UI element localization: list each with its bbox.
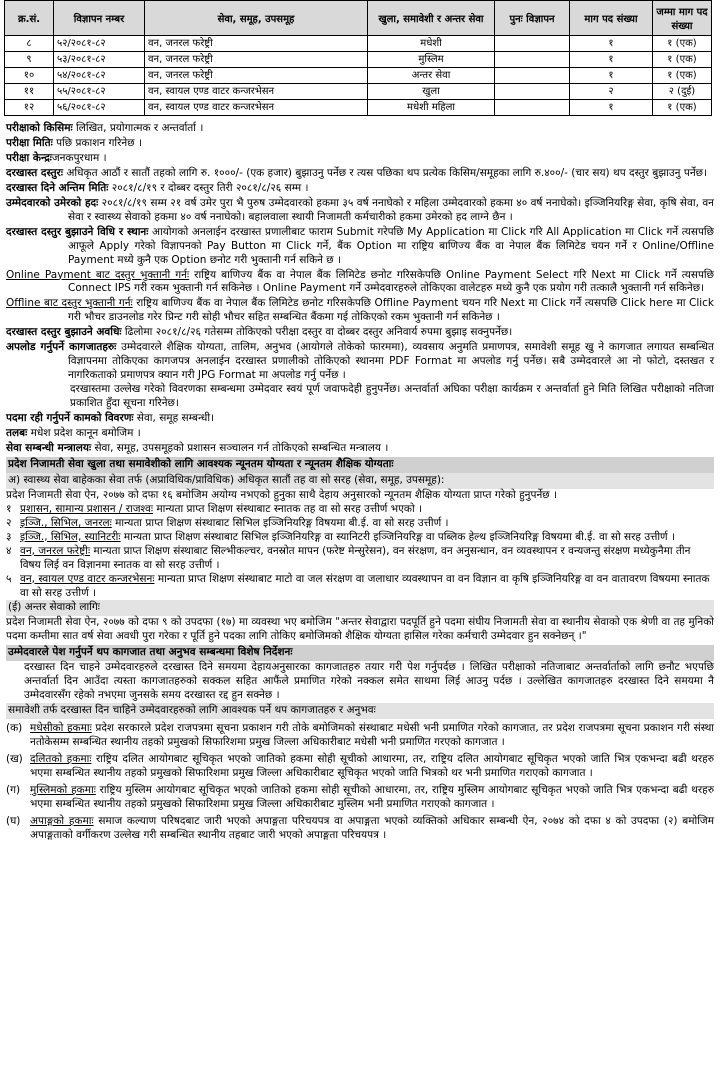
cell-sn: ११ [5, 84, 54, 100]
col-sn: क्र.सं. [5, 1, 54, 36]
cell-ad: ५३/२०८१-८२ [54, 52, 145, 68]
cell-sn: ८ [5, 36, 54, 52]
qualification-a-intro: प्रदेश निजामती सेवा ऐन, २०७७ को दफा १६ बमोजिम अयोग्य नभएको हुनुका साथै देहाय अनुसारको न्यूनतम शैक्षिक योग्यता प्राप्त गरेको हुनुपर्नेछ । [6, 488, 557, 501]
exam-center: परीक्षा केन्द्रःजनकपुरधाम । [6, 151, 107, 164]
cell-service: वन, जनरल फरेष्ट्री [145, 36, 368, 52]
col-total: जम्मा माग पद संख्या [653, 1, 712, 36]
application-fee: दरखास्त दस्तुरः अधिकृत आठौं र सातौं तहको लागि रु. १०००/- (एक हजार) बुझाउनु पर्नेछ र त्यस पछिका थप प्रत्येक किसिम/समूहका लागि रु.४००/- (चार सय) थप दस्तुर बुझाउनु पर्नेछ। [6, 166, 707, 179]
inclusive-item: (घ) अपाङ्गको हकमाः समाज कल्याण परिषदबाट जारी भएको अपाङ्गता परिचयपत्र वा अपाङ्गता भएको व्यक्तिको अधिकार सम्बन्धी ऐन, २०७४ को दफा ४ को उपदफा (२) बमोजिम अपाङ्गताको वर्गीकरण उल्लेख गरी सम्बन्धित स्थानीय तहबाट जारी भएको अपाङ्गता परिचयपत्र । [6, 814, 715, 841]
cell-sn: १२ [5, 100, 54, 116]
qualification-item: ५ वन, स्वायल एण्ड वाटर कन्जरभेसनः मान्यता प्राप्त शिक्षण संस्थाबाट माटो वा जल संरक्षण वा जलाधार व्यवस्थापन वा वन विज्ञान वा कृषि इञ्जिनियरिङ्ग वा वन वातावरण विषयमा स्नातक वा सो सरह उत्तीर्ण । [6, 572, 710, 599]
cell-total: १ (एक) [653, 36, 712, 52]
cell-ad: ५२/२०८१-८२ [54, 36, 145, 52]
payment-period: दरखास्त दस्तुर बुझाउने अवधिः ढिलोमा २०८१/८/२६ गतेसम्म तोकिएको परीक्षा दस्तुर वा दोब्बर दस्तुर अनिवार्य रुपमा बुझाइ सक्नुपर्नेछ। [6, 326, 513, 339]
upload-documents-note: दरखास्तमा उल्लेख गरेको विवरणका सम्बन्धमा उम्मेदवार स्वयं पूर्ण जवाफदेही हुनुपर्नेछ। अन्तर्वार्ता अघिका परीक्षा कार्यक्रम र अन्तर्वार्ता हुने मिति लिखित परीक्षाको नतिजा प्रकाशित हुँदा सूचना गरिनेछ। [70, 383, 714, 410]
qualification-item: ४ वन, जनरल फरेष्ट्रीः मान्यता प्राप्त शिक्षण संस्थाबाट सिल्भीकल्चर, वनस्रोत मापन (फरेष्ट मेन्सुरेसन), वन संरक्षण, वन अनुसन्धान, वन व्यवस्थापन र वन्यजन्तु संरक्षण मध्येकुनैमा तीन विषय लिई वन विज्ञानमा स्नातक वा सो सरह उत्तीर्ण । [6, 544, 691, 571]
qualification-heading: प्रदेश निजामती सेवा खुला तथा समावेशीको लागि आवश्यक न्यूनतम योग्यता र न्यूनतम शैक्षिक योग्यताः [6, 457, 714, 473]
instructions-text: दरखास्त दिन चाहने उम्मेदवारहरुले दरखास्त दिने समयमा देहायअनुसारका कागजातहरु तयार गरी पेश गर्नुपर्दछ । लिखित परीक्षाको नतिजाबाट अन्तर्वार्ताको लागि छनौट भएपछि अन्तर्वार्ता दिन आउँदा त्यस्ता कागजातहरुको सक्कल सहित आफैंले प्रमाणित गरेको नक्कल समेत साथमा लिई आउनु पर्दछ । उल्लेखित कागजातहरु दरखास्त दिने समयमा नै उम्मेदवारसँग रहेको नभएमा जुनसके समय दरखास्त रद्द हुन सक्नेछ । [24, 661, 714, 702]
cell-service: वन, स्वायल एण्ड वाटर कन्जरभेसन [145, 100, 368, 116]
upload-documents: अपलोड गर्नुपर्ने कागजातहरुः उम्मेदवारले शैक्षिक योग्यता, तालिम, अनुभव (आयोगले तोकेको फारममा), व्यवसाय अनुमति प्रमाणपत्र, समावेशी समूह खु ने कागजात लगायत सम्बन्धित विज्ञापनमा तोकिएका कागजपत्र अनलाईन दरखास्त प्रणालीको तोकिएको स्थानमा PDF Format मा अपलोड गर्नु पर्नेछ। सबै उम्मेदवारले आ नो फोटो, दस्तखत र नागरिकताको प्रमाणपत्र क्यान गरी JPG Format मा अपलोड गर्नु पर्नेछ । [6, 341, 714, 382]
table-row [5, 52, 712, 68]
cell-type: मुस्लिम [368, 52, 495, 68]
cell-total: २ (दुई) [653, 84, 712, 100]
col-type: खुला, समावेशी र अन्तर सेवा [368, 1, 495, 36]
ministry: सेवा सम्बन्धी मन्त्रालयः सेवा, समूह, उपसमूहको प्रशासन सञ्चालन गर्न तोकिएको सम्बन्धित मन्त्रालय । [6, 441, 389, 454]
cell-total: १ (एक) [653, 52, 712, 68]
cell-posts: १ [570, 68, 653, 84]
cell-ad: ५४/२०८१-८२ [54, 68, 145, 84]
cell-type: मधेशी [368, 36, 495, 52]
table-row [5, 36, 712, 52]
cell-ad: ५६/२०८१-८२ [54, 100, 145, 116]
exam-type: परीक्षाको किसिमः लिखित, प्रयोगात्मक र अन्तर्वार्ता । [6, 122, 204, 134]
cell-sn: ९ [5, 52, 54, 68]
salary: तलबः मधेश प्रदेश कानून बमोजिम । [6, 427, 141, 440]
cell-service: वन, जनरल फरेष्ट्री [145, 52, 368, 68]
inter-service-text: प्रदेश निजामती सेवा ऐन, २०७७ को दफा ९ को उपदफा (१७) मा व्यवस्था भए बमोजिम "अन्तर सेवाद्वारा पदपूर्ति हुने पदमा संघीय निजामती सेवा वा स्थानीय सेवाको एक श्रेणी वा तह मुनिको पदमा कम्तीमा सात वर्ष सेवा अवधी पुरा गरेका र पूर्ति हुने पदका लागि तोकिए बमोजिमको शैक्षिक योग्यता हासिल गरेका कर्मचारी उम्मेदवार हुन सक्नेछन् ।" [6, 616, 714, 643]
cell-re [495, 100, 570, 116]
cell-re [495, 68, 570, 84]
application-deadline: दरखास्त दिने अन्तिम मितिः २०८१/८/१९ र दोब्बर दस्तुर तिरी २०८१/८/२६ सम्म । [6, 181, 309, 194]
notice-body [4, 116, 716, 843]
table-row [5, 100, 712, 116]
cell-service: वन, जनरल फरेष्ट्री [145, 68, 368, 84]
inter-service-heading: (ई) अन्तर सेवाको लागिः [6, 600, 714, 616]
cell-ad: ५५/२०८१-८२ [54, 84, 145, 100]
cell-re [495, 52, 570, 68]
qualification-item: ३ इञ्जि., सिभिल, स्यानिटरीः मान्यता प्राप्त शिक्षण संस्थाबाट सिभिल इञ्जिनियरिङ्ग वा स्यानिटरी इञ्जिनियरिङ्ग वा पब्लिक हेल्थ इञ्जिनियरिङ्ग विषयमा बी.ई. वा सो सरह उत्तीर्ण । [6, 530, 675, 543]
table-row [5, 84, 712, 100]
online-payment: Online Payment बाट दस्तुर भुक्तानी गर्नः राष्ट्रिय बाणिज्य बैंक वा नेपाल बैंक लिमिटेड छनोट गरिसकेपछि Online Payment Select गरि Next मा Click गर्ने त्यसपछि Connect IPS गरी रकम भुक्तानी गर्न सकिनेछ । Online Payment गर्ने उम्मेदवारहरुले तोकिएका वालेटहरु मध्ये कुनै एक प्रयोग गरी तत्कालै भुक्तानी गर्न सकिनेछ। [6, 268, 714, 295]
col-ad-number: विज्ञापन नम्बर [54, 1, 145, 36]
qualification-item: १ प्रशासन, सामान्य प्रशासन / राजश्वः मान्यता प्राप्त शिक्षण संस्थाबाट स्नातक तह वा सो सरह उत्तीर्ण भएको । [6, 502, 423, 515]
qualification-a-bar: अ) स्वास्थ्य सेवा बाहेकका सेवा तर्फ (अप्राविधिक/प्राविधिक) अधिकृत सातौं तह वा सो सरह (सेवा, समूह, उपसमूह): [6, 473, 714, 489]
cell-type: अन्तर सेवा [368, 68, 495, 84]
cell-re [495, 84, 570, 100]
exam-date: परीक्षा मितिः पछि प्रकाशन गरिनेछ । [6, 136, 142, 149]
cell-posts: १ [570, 100, 653, 116]
inclusive-item: (ग) मुस्लिमको हकमाः राष्ट्रिय मुस्लिम आयोगबाट सूचिकृत भएको जातिको हकमा सोही सूचीको आधारमा, तर, राष्ट्रिय मुस्लिम आयोगबाट सूचिकृत भएको जाति भित्र एकभन्दा बढी थरहरु भएमा सम्बन्धित स्थानीय तहको प्रमुखको सिफारिशमा प्रमुख जिल्ला अधिकारीबाट मुस्लिम भनी प्रमाणित गराएको कागजात । [6, 783, 714, 810]
offline-payment: Offline बाट दस्तुर भुक्तानी गर्नः राष्ट्रिय बाणिज्य बैंक वा नेपाल बैंक लिमिटेड छनोट गरिसकेपछि Offline Payment चयन गरि Next मा Click गर्ने त्यसपछि Click here मा Click गरी भौचर डाउनलोड गरेर प्रिन्ट गरी सोही भौचर सहित सम्बन्धित बैंकमा गई तोकिएको रकम भुक्तानी गर्न सकिनेछ । [6, 297, 715, 324]
cell-total: १ (एक) [653, 68, 712, 84]
cell-sn: १० [5, 68, 54, 84]
inclusive-item: (ख) दलितको हकमाः राष्ट्रिय दलित आयोगबाट सूचिकृत भएको जातिको हकमा सोही सूचीको आधारमा, तर, राष्ट्रिय दलित आयोगबाट सूचिकृत भएको जाति भित्र एकभन्दा बढी थरहरु भएमा सम्बन्धित स्थानीय तहको प्रमुखको सिफारिशमा प्रमुख जिल्ला अधिकारीबाट सूचिकृत भएको जाति भित्रको थर भनी प्रमाणित गराएको कागजात । [6, 752, 714, 779]
payment-method: दरखास्त दस्तुर बुझाउने विधि र स्थानः आयोगको अनलाईन दरखास्त प्रणालीबाट फाराम Submit गरेपछि My Application मा Click गरि All Application मा Click गर्ने त्यसपछि आफूले Apply गरेको विज्ञापनको Pay Button मा Click गर्ने, बैंक Option मा राष्ट्रिय बाणिज्य बैंक वा नेपाल बैंक लिमिटेड चयन गर्ने र Online/Offline Payment मध्ये कुनै एक Option छनोट गरी भुक्तानी गर्न सकिने छ । [6, 225, 715, 266]
table-row [5, 68, 712, 84]
col-readvert: पुनः विज्ञापन [495, 1, 570, 36]
cell-posts: १ [570, 52, 653, 68]
job-description: पदमा रही गर्नुपर्ने कामको विवरणः सेवा, समूह सम्बन्धी। [6, 412, 215, 425]
table-header-row [5, 1, 712, 36]
inclusive-item: (क) मधेसीको हकमाः प्रदेश सरकारले प्रदेश राजपत्रमा सूचना प्रकाशन गरी तोके बमोजिमको संस्थाबाट मधेसी भनी प्रमाणित गरेको कागजात, तर प्रदेश राजपत्रमा सूचना प्रकाशन गरी संस्था नतोकेसम्म सम्बन्धित स्थानीय तहको प्रमुखको सिफारिशमा प्रमुख जिल्ला अधिकारीबाट मधेसी भनी प्रमाणित गरएको कागजात । [6, 722, 715, 749]
inclusive-heading: समावेशी तर्फ दरखास्त दिन चाहिने उम्मेदवारहरुको लागि आवश्यक पर्ने थप कागजातहरु र अनुभवः [6, 703, 714, 719]
age-limit: उम्मेदवारको उमेरको हदः २०८१/८/१९ सम्म २१ वर्ष उमेर पुरा भै पुरुष उम्मेदवारको हकमा ३५ वर्ष ननाघेको र महिला उम्मेदवारको हकमा ४० वर्ष ननाघेको। इञ्जिनियरिङ्ग सेवा, कृषि सेवा, वन सेवा र स्वास्थ्य सेवाको हकमा ४० वर्ष ननाघेको। बहालवाला स्थायी निजामती कर्मचारीको हकमा उमेरको हद लाग्ने छैन । [6, 196, 715, 223]
cell-re [495, 36, 570, 52]
instructions-heading: उम्मेदवारले पेश गर्नुपर्ने थप कागजात तथा अनुभव सम्बन्धमा विशेष निर्देशनः [6, 645, 714, 661]
cell-type: खुला [368, 84, 495, 100]
notice-page [4, 0, 716, 843]
cell-posts: १ [570, 36, 653, 52]
col-posts: माग पद संख्या [570, 1, 653, 36]
col-service: सेवा, समूह, उपसमूह [145, 1, 368, 36]
cell-type: मधेशी महिला [368, 100, 495, 116]
vacancy-table [4, 0, 712, 116]
cell-posts: २ [570, 84, 653, 100]
cell-service: वन, स्वायल एण्ड वाटर कन्जरभेसन [145, 84, 368, 100]
cell-total: १ (एक) [653, 100, 712, 116]
qualification-item: २ इञ्जि., सिभिल, जनरलः मान्यता प्राप्त शिक्षण संस्थाबाट सिभिल इञ्जिनियरिङ्ग विषयमा बी.ई. वा सो सरह उत्तीर्ण । [6, 516, 449, 529]
